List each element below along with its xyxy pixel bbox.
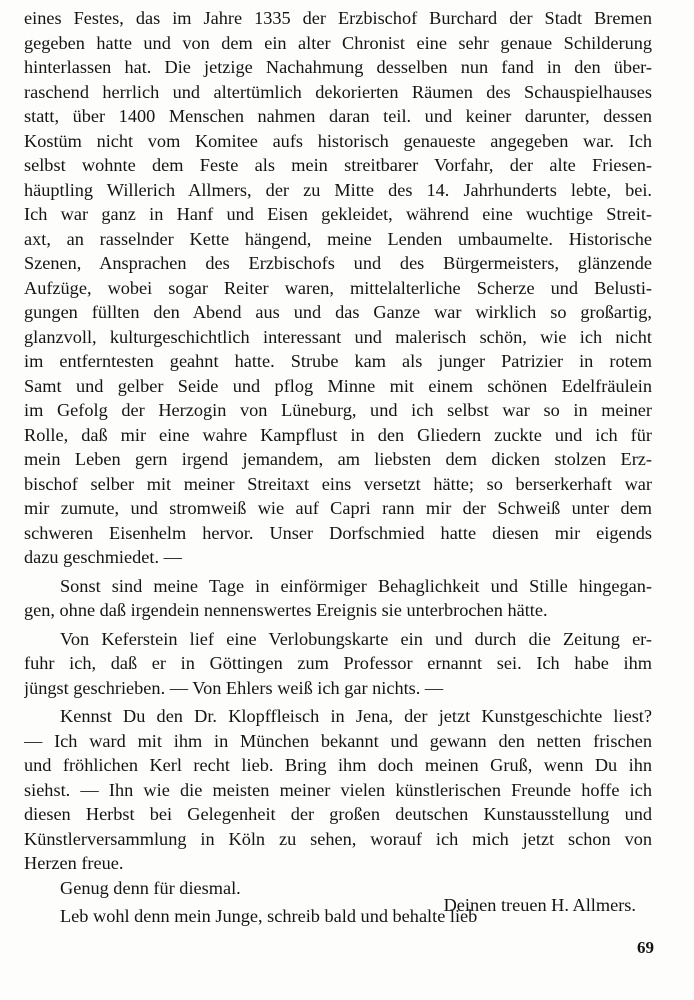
text-line: Rolle, daß mir eine wahre Kampflust in den Gliedern zuckte und ich für [24, 424, 652, 445]
text-line: hinterlassen hat. Die jetzige Nachahmung desselben nun fand in den über- [24, 57, 652, 77]
text-line: diesen Herbst bei Gelegenheit der großen deutschen Kunstausstellung und [24, 804, 652, 824]
text-line: bischof selber mit meiner Streitaxt eins versetzt hätte; so berserkerhaft war [24, 473, 652, 494]
text-line: mir zumute, und stromweiß wie auf Capri rann mir der Schweiß unter dem [24, 498, 652, 518]
text-line: selbst wohnte dem Feste als mein streitbarer Vorfahr, der alte Friesen- [24, 155, 652, 175]
text-line: und fröhlichen Kerl recht lieb. Bring ihm doch meinen Gruß, wenn Du ihn [24, 755, 652, 775]
text-line: Ich war ganz in Hanf und Eisen gekleidet, während eine wuchtige Streit- [24, 204, 652, 224]
text-line: glanzvoll, kulturgeschichtlich interessant und malerisch schön, wie ich nicht [24, 326, 652, 347]
text-line: Aufzüge, wobei sogar Reiter waren, mittelalterliche Scherze und Belusti- [24, 277, 652, 298]
text-line: Künstlerversammlung in Köln zu sehen, worauf ich mich jetzt schon von [24, 828, 652, 849]
paragraph-2 [24, 574, 652, 623]
text-line: Kennst Du den Dr. Klopffleisch in Jena, der jetzt Kunstgeschichte liest? [60, 706, 652, 726]
text-line: axt, an rasselnder Kette hängend, meine Lenden umbaumelte. Historische [24, 228, 652, 249]
paragraph-1 [24, 6, 652, 570]
text-line: gegeben hatte und von dem ein alter Chronist eine sehr genaue Schilderung [24, 32, 652, 53]
text-line: siehst. — Ihn wie die meisten meiner vielen künstlerischen Freunde hoffe ich [24, 779, 652, 800]
text-line: schweren Eisenhelm hervor. Unser Dorfschmied hatte diesen mir eigends [24, 522, 652, 543]
signature: Deinen treuen H. Allmers. [443, 895, 636, 915]
text-line: mein Leben gern irgend jemandem, am liebsten dem dicken stolzen Erz- [24, 449, 652, 469]
text-line: gungen füllten den Abend aus und das Ganze war wirklich so großartig, [24, 302, 652, 322]
text-line: fuhr ich, daß er in Göttingen zum Professor ernannt sei. Ich habe ihm [24, 653, 652, 673]
text-line: Kostüm nicht vom Komitee aufs historisch genaueste angegeben war. Ich [24, 130, 652, 151]
text-line: — Ich ward mit ihm in München bekannt und gewann den netten frischen [24, 730, 652, 751]
text-line: im Gefolg der Herzogin von Lüneburg, und ich selbst war so in meiner [24, 400, 652, 420]
text-line: Genug denn für diesmal. [60, 877, 241, 898]
page-number: 69 [637, 938, 654, 957]
text-line: Leb wohl denn mein Junge, schreib bald und behalte lieb [60, 906, 478, 926]
paragraph-4 [24, 704, 652, 876]
text-line: eines Festes, das im Jahre 1335 der Erzbischof Burchard der Stadt Bremen [24, 8, 652, 28]
text-line: Sonst sind meine Tage in einförmiger Behaglichkeit und Stille hingegan- [60, 575, 652, 596]
text-line: Szenen, Ansprachen des Erzbischofs und des Bürgermeisters, glänzende [24, 253, 652, 273]
text-line: dazu geschmiedet. — [24, 547, 182, 567]
text-line: Von Keferstein lief eine Verlobungskarte ein und durch die Zeitung er- [60, 628, 652, 649]
text-line: Herzen freue. [24, 853, 124, 873]
text-line: häuptling Willerich Allmers, der zu Mitte des 14. Jahrhunderts lebte, bei. [24, 179, 652, 200]
text-line: jüngst geschrieben. — Von Ehlers weiß ich gar nichts. — [24, 677, 444, 698]
text-line: im entferntesten geahnt hatte. Strube kam als junger Patrizier in rotem [24, 351, 652, 371]
text-line: raschend herrlich und altertümlich dekorierten Räumen des Schauspielhauses [24, 81, 652, 102]
text-line: Samt und gelber Seide und pflog Minne mit einem schönen Edelfräulein [24, 375, 652, 396]
letter-body [24, 6, 652, 929]
text-line: statt, über 1400 Menschen nahmen daran teil. und keiner darunter, dessen [24, 106, 652, 126]
text-line: gen, ohne daß irgendein nennenswertes Ereignis sie unterbrochen hätte. [24, 600, 548, 620]
signature-line [24, 893, 652, 917]
paragraph-3 [24, 627, 652, 701]
